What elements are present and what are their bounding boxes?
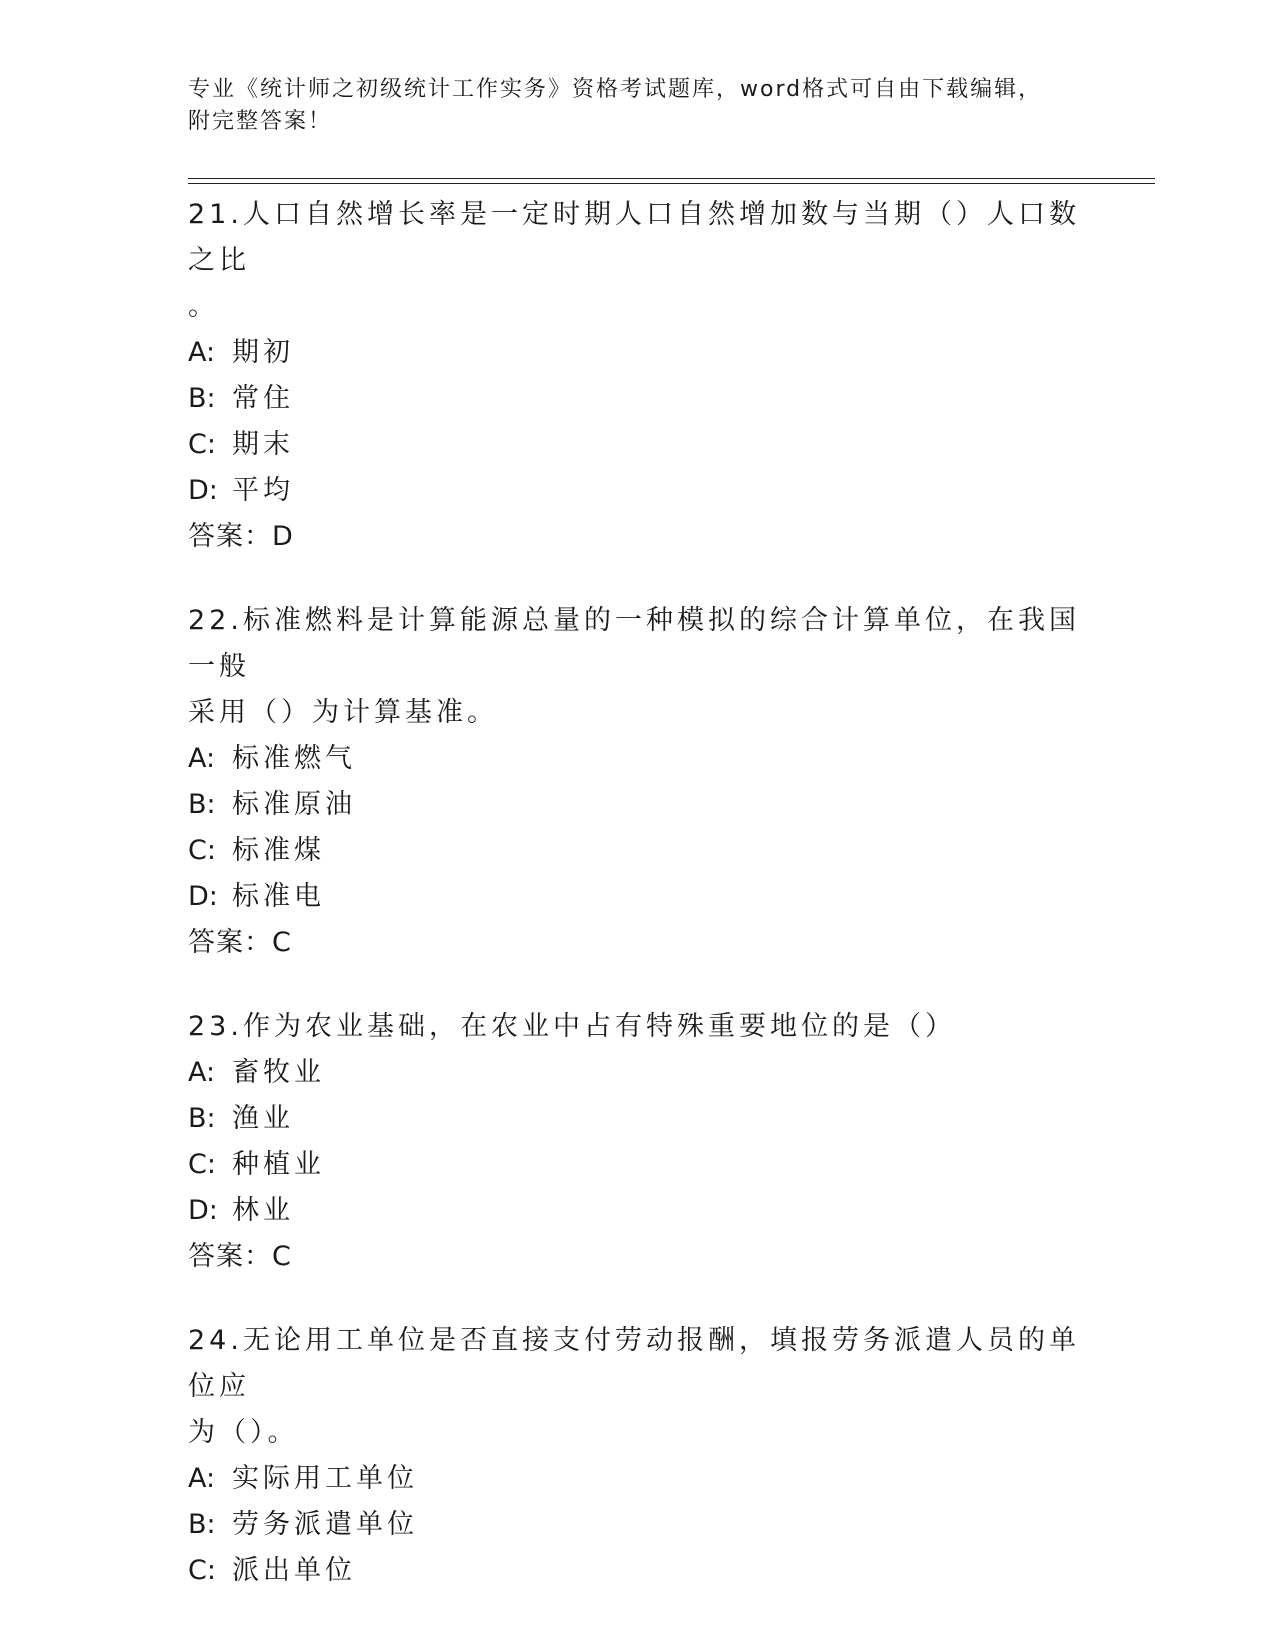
option-letter: C: — [188, 1555, 216, 1586]
option-text: 畜牧业 — [232, 1057, 325, 1088]
answer-option — [188, 1456, 1088, 1502]
option-text: 派出单位 — [232, 1555, 356, 1586]
answer-option — [188, 1548, 1088, 1594]
question-item — [188, 192, 1088, 560]
question-stem-line: 22.标准燃料是计算能源总量的一种模拟的综合计算单位，在我国一般 — [188, 605, 1080, 682]
option-text: 劳务派遣单位 — [232, 1509, 418, 1540]
option-letter: D: — [188, 1195, 218, 1226]
header-line-1: 专业《统计师之初级统计工作实务》资格考试题库，word格式可自由下载编辑， — [188, 77, 1043, 102]
answer-option — [188, 828, 1088, 874]
answer-option — [188, 330, 1088, 376]
option-text: 种植业 — [232, 1149, 325, 1180]
option-text: 标准原油 — [232, 789, 356, 820]
question-item — [188, 598, 1088, 966]
option-letter: A: — [188, 337, 216, 368]
option-letter: B: — [188, 789, 216, 820]
option-text: 期初 — [232, 337, 294, 368]
option-letter: B: — [188, 1509, 216, 1540]
question-item — [188, 1318, 1088, 1594]
answer-option — [188, 1188, 1088, 1234]
option-text: 期末 — [232, 429, 294, 460]
answer-value: D — [272, 521, 294, 552]
answer-line — [188, 514, 1088, 560]
header-line-2: 附完整答案！ — [188, 109, 333, 134]
answer-option — [188, 782, 1088, 828]
answer-line — [188, 920, 1088, 966]
option-text: 渔业 — [232, 1103, 294, 1134]
question-stem-line: 。 — [188, 291, 219, 322]
answer-option — [188, 874, 1088, 920]
answer-option — [188, 1096, 1088, 1142]
option-text: 标准电 — [232, 881, 325, 912]
option-text: 标准燃气 — [232, 743, 356, 774]
option-text: 实际用工单位 — [232, 1463, 418, 1494]
answer-option — [188, 1142, 1088, 1188]
option-letter: A: — [188, 743, 216, 774]
question-stem-line: 24.无论用工单位是否直接支付劳动报酬，填报劳务派遣人员的单位应 — [188, 1325, 1080, 1402]
answer-option — [188, 376, 1088, 422]
option-text: 标准煤 — [232, 835, 325, 866]
option-letter: C: — [188, 1149, 216, 1180]
header-divider-bottom — [188, 183, 1155, 184]
question-stem-line: 采用（）为计算基准。 — [188, 697, 498, 728]
option-letter: D: — [188, 881, 218, 912]
option-letter: C: — [188, 429, 216, 460]
question-stem-line: 21.人口自然增长率是一定时期人口自然增加数与当期（）人口数之比 — [188, 199, 1080, 276]
answer-label: 答案： — [188, 927, 272, 958]
option-letter: B: — [188, 383, 216, 414]
option-letter: A: — [188, 1463, 216, 1494]
question-stem-line: 23.作为农业基础，在农业中占有特殊重要地位的是（） — [188, 1011, 956, 1042]
answer-label: 答案： — [188, 521, 272, 552]
answer-option — [188, 468, 1088, 514]
option-letter: A: — [188, 1057, 216, 1088]
answer-value: C — [272, 1241, 292, 1272]
option-text: 平均 — [232, 475, 294, 506]
question-item — [188, 1004, 1088, 1280]
header-divider-top — [188, 178, 1155, 179]
answer-line — [188, 1234, 1088, 1280]
option-letter: B: — [188, 1103, 216, 1134]
option-text: 林业 — [232, 1195, 294, 1226]
answer-option — [188, 736, 1088, 782]
answer-value: C — [272, 927, 292, 958]
question-stem-line: 为（）。 — [188, 1417, 299, 1448]
option-text: 常住 — [232, 383, 294, 414]
answer-label: 答案： — [188, 1241, 272, 1272]
answer-option — [188, 1050, 1088, 1096]
option-letter: C: — [188, 835, 216, 866]
answer-option — [188, 1502, 1088, 1548]
document-header — [188, 74, 1088, 138]
question-list — [188, 192, 1088, 1632]
answer-option — [188, 422, 1088, 468]
option-letter: D: — [188, 475, 218, 506]
